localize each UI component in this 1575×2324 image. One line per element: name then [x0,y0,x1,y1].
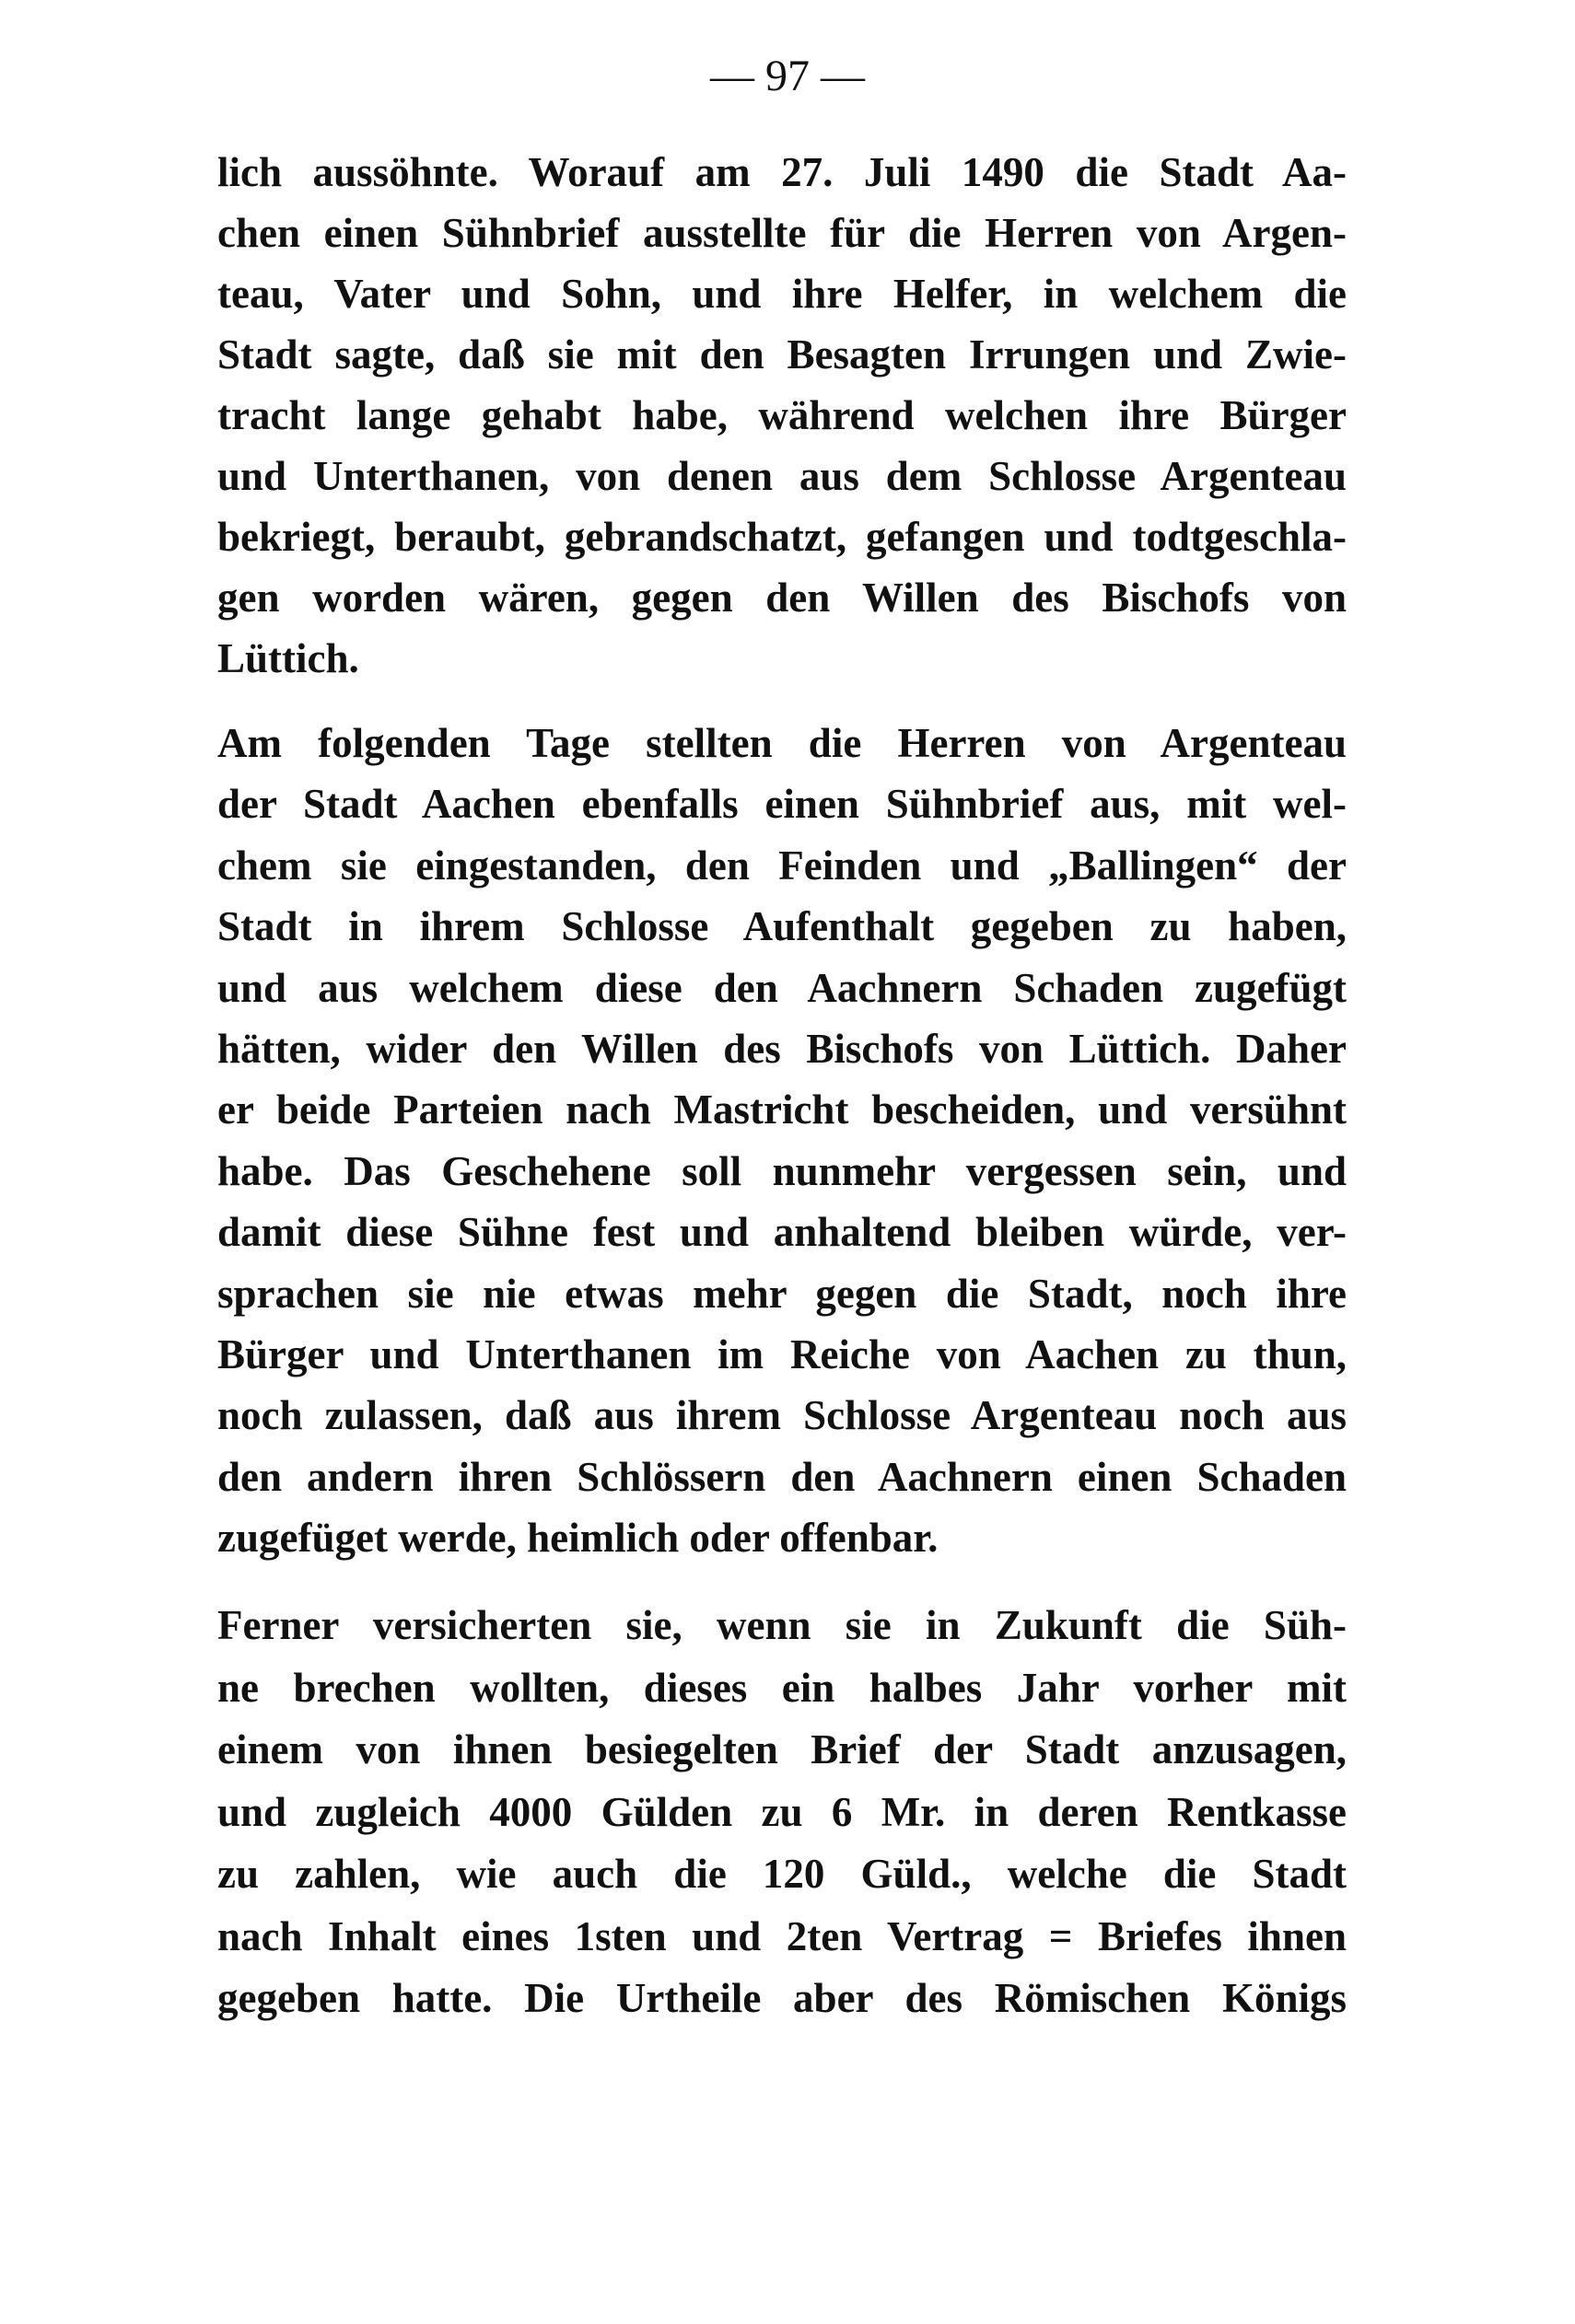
text-line: noch zulassen, daß aus ihrem Schlosse Argenteau noch aus [217,1392,1347,1439]
paragraph-1 [217,142,1347,689]
text-line: zugefüget werde, heimlich oder offenbar. [217,1515,939,1562]
text-line: einem von ihnen besiegelten Brief der Stadt anzusagen, [217,1726,1347,1772]
paragraph-3 [217,1595,1347,2030]
text-line: den andern ihren Schlössern den Aachnern einen Schaden [217,1453,1347,1500]
text-line: zu zahlen, wie auch die 120 Güld., welche die Stadt [217,1851,1347,1897]
text-line: Lüttich. [217,635,359,681]
text-line: der Stadt Aachen ebenfalls einen Sühnbrief aus, mit wel- [217,781,1347,828]
text-line: ne brechen wollten, dieses ein halbes Jahr vorher mit [217,1664,1347,1711]
text-line: teau, Vater und Sohn, und ihre Helfer, in welchem die [217,271,1347,317]
text-line: gegeben hatte. Die Urtheile aber des Römischen Königs [217,1975,1347,2021]
text-line: Am folgenden Tage stellten die Herren von Argenteau [217,720,1347,766]
text-line: habe. Das Geschehene soll nunmehr vergessen sein, und [217,1147,1347,1194]
text-line: und zugleich 4000 Gülden zu 6 Mr. in deren Rentkasse [217,1788,1347,1835]
text-line: nach Inhalt eines 1sten und 2ten Vertrag = Briefes ihnen [217,1912,1347,1959]
text-line: Stadt in ihrem Schlosse Aufenthalt gegeben zu haben, [217,903,1347,950]
text-line: bekriegt, beraubt, gebrandschatzt, gefangen und todtgeschla- [217,514,1347,560]
page-number: — 97 — [710,52,865,100]
text-line: hätten, wider den Willen des Bischofs von Lüttich. Daher [217,1025,1347,1072]
text-line: Bürger und Unterthanen im Reiche von Aachen zu thun, [217,1330,1347,1377]
paragraph-2 [217,713,1347,1568]
text-line: Stadt sagte, daß sie mit den Besagten Irrungen und Zwie- [217,331,1347,378]
text-line: und Unterthanen, von denen aus dem Schlosse Argenteau [217,453,1347,499]
text-line: er beide Parteien nach Mastricht bescheiden, und versühnt [217,1086,1347,1133]
text-line: lich aussöhnte. Worauf am 27. Juli 1490 die Stadt Aa- [217,149,1347,195]
text-line: chem sie eingestanden, den Feinden und „Ballingen“ der [217,842,1347,889]
text-line: sprachen sie nie etwas mehr gegen die Stadt, noch ihre [217,1270,1347,1317]
text-line: Ferner versicherten sie, wenn sie in Zukunft die Süh- [217,1602,1347,1648]
text-line: und aus welchem diese den Aachnern Schaden zugefügt [217,964,1347,1011]
text-line: gen worden wären, gegen den Willen des Bischofs von [217,575,1347,621]
text-line: damit diese Sühne fest und anhaltend bleiben würde, ver- [217,1209,1347,1256]
text-line: chen einen Sühnbrief ausstellte für die Herren von Argen- [217,210,1347,256]
text-line: tracht lange gehabt habe, während welchen ihre Bürger [217,392,1347,438]
